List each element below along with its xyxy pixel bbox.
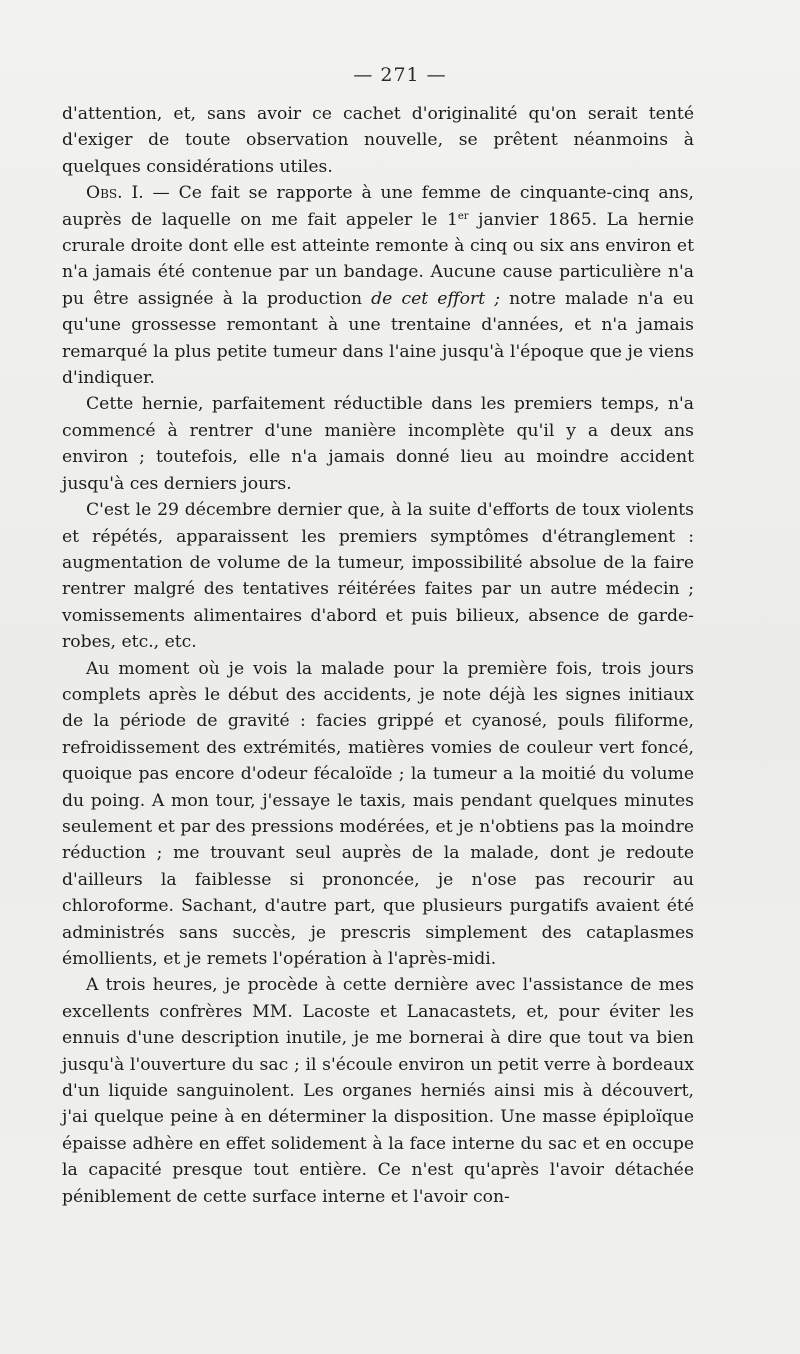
text-run: — Ce fait se rapporte à une femme de cinquante-cinq ans, auprès de laquelle on me fait appeler le 1 (62, 183, 695, 230)
paragraph: d'attention, et, sans avoir ce cachet d'originalité qu'on serait tenté d'exiger de toute observation nouvelle, se prêtent néanmoins à quelques considérations utiles. (62, 104, 694, 177)
paragraph: Au moment où je vois la malade pour la première fois, trois jours complets après le début des accidents, je note déjà les signes initiaux de la période de gravité : facies grippé et cyanosé, pouls filiforme, refroidissement des extrémités, matières vomies de couleur vert foncé, quoique pas encore d'odeur fécaloïde ; la tumeur a la moitié du volume du poing. A mon tour, j'essaye le taxis, mais pendant quelques minutes seulement et par des pressions modérées, et je n'obtiens pas la moindre réduction ; me trouvant seul auprès de la malade, dont je redoute d'ailleurs la faiblesse si prononcée, je n'ose pas recourir au chloroforme. Sachant, d'autre part, que plusieurs purgatifs avaient été administrés sans succès, je prescris simplement des cataplasmes émollients, et je remets l'opération à l'après-midi. (62, 658, 694, 969)
observation-label: Obs. I. (86, 183, 144, 204)
italic-phrase: de cet effort ; (371, 288, 501, 309)
page-number: — 271 — (353, 64, 447, 86)
paragraph-observation (62, 180, 694, 391)
paragraph: Cette hernie, parfaitement réductible dans les premiers temps, n'a commencé à rentrer d'une manière incomplète qu'il y a deux ans environ ; toutefois, elle n'a jamais donné lieu au moindre accident jusqu'à ces derniers jours. (62, 394, 694, 494)
paragraph: C'est le 29 décembre dernier que, à la suite d'efforts de toux violents et répétés, apparaissent les premiers symptômes d'étranglement : augmentation de volume de la tumeur, impossibilité absolue de la faire rentrer malgré des tentatives réitérées faites par un autre médecin ; vomissements alimentaires d'abord et puis bilieux, absence de garde-robes, etc., etc. (62, 500, 694, 653)
text-run: janvier 1865. La hernie crurale droite dont elle est atteinte remonte à cinq ou six ans environ et n'a jamais été contenue par un bandage. Aucune cause particulière n'a pu être assignée à la production (62, 209, 695, 309)
paragraph: A trois heures, je procède à cette dernière avec l'assistance de mes excellents confrères MM. Lacoste et Lanacastets, et, pour éviter les ennuis d'une description inutile, je me bornerai à dire que tout va bien jusqu'à l'ouverture du sac ; il s'écoule environ un petit verre à bordeaux d'un liquide sanguinolent. Les organes herniés ainsi mis à découvert, j'ai quelque peine à en déterminer la disposition. Une masse épiploïque épaisse adhère en effet solidement à la face interne du sac et en occupe la capacité presque tout entière. Ce n'est qu'après l'avoir détachée péniblement de cette surface interne et l'avoir con- (62, 975, 694, 1207)
text-run: notre malade n'a eu qu'une grossesse remontant à une trentaine d'années, et n'a jamais remarqué la plus petite tumeur dans l'aine jusqu'à l'époque que je viens d'indiquer. (62, 288, 695, 389)
page-body (62, 101, 694, 1210)
superscript: er (457, 210, 469, 222)
